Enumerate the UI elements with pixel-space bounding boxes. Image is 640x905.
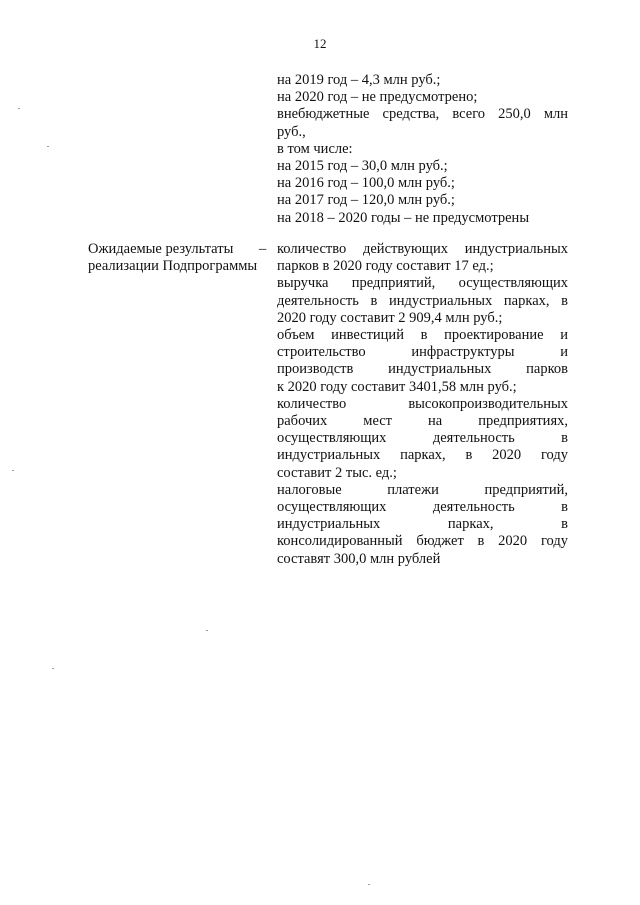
result-line: строительство инфраструктуры и bbox=[277, 344, 568, 361]
funding-line: на 2020 год – не предусмотрено; bbox=[277, 89, 478, 106]
result-line: производств индустриальных парков bbox=[277, 361, 568, 378]
funding-line: руб., bbox=[277, 123, 306, 140]
result-line: выручка предприятий, осуществляющих bbox=[277, 275, 568, 292]
result-line: рабочих мест на предприятиях, bbox=[277, 413, 568, 430]
scan-speck bbox=[47, 146, 49, 147]
result-line: объем инвестиций в проектирование и bbox=[277, 327, 568, 344]
page-number: 12 bbox=[313, 36, 327, 51]
funding-line: в том числе: bbox=[277, 140, 353, 157]
result-line: составят 300,0 млн рублей bbox=[277, 550, 441, 567]
result-line: составит 2 тыс. ед.; bbox=[277, 464, 397, 481]
scan-speck bbox=[368, 884, 370, 885]
result-item bbox=[277, 327, 568, 396]
result-line: количество высокопроизводительных bbox=[277, 395, 568, 412]
result-line: индустриальных парках, в bbox=[277, 516, 568, 533]
scan-speck bbox=[18, 108, 20, 109]
funding-line: на 2017 год – 120,0 млн руб.; bbox=[277, 192, 455, 209]
result-line: консолидированный бюджет в 2020 году bbox=[277, 533, 568, 550]
scan-speck bbox=[52, 668, 54, 669]
funding-continuation bbox=[277, 72, 568, 227]
funding-line: на 2015 год – 30,0 млн руб.; bbox=[277, 158, 448, 175]
result-line: осуществляющих деятельность в bbox=[277, 430, 568, 447]
result-line: деятельность в индустриальных парках, в bbox=[277, 292, 568, 309]
funding-line: на 2019 год – 4,3 млн руб.; bbox=[277, 72, 441, 88]
result-line: парков в 2020 году составит 17 ед.; bbox=[277, 258, 494, 275]
result-item bbox=[277, 241, 568, 275]
result-line: количество действующих индустриальных bbox=[277, 241, 568, 257]
result-line: 2020 году составит 2 909,4 млн руб.; bbox=[277, 309, 503, 326]
separator-dash: – bbox=[259, 241, 267, 257]
expected-results-list bbox=[277, 241, 568, 568]
label-line: реализации Подпрограммы bbox=[88, 258, 258, 275]
result-item bbox=[277, 482, 568, 568]
scan-speck bbox=[12, 470, 14, 471]
funding-line: внебюджетные средства, всего 250,0 млн bbox=[277, 106, 568, 123]
scan-speck bbox=[206, 630, 208, 631]
result-line: индустриальных парках, в 2020 году bbox=[277, 447, 568, 464]
result-line: осуществляющих деятельность в bbox=[277, 499, 568, 516]
funding-line: на 2018 – 2020 годы – не предусмотрены bbox=[277, 209, 530, 226]
expected-results-label bbox=[88, 241, 258, 275]
result-item bbox=[277, 396, 568, 482]
funding-line: на 2016 год – 100,0 млн руб.; bbox=[277, 175, 455, 192]
label-line: Ожидаемые результаты bbox=[88, 241, 234, 257]
result-line: налоговые платежи предприятий, bbox=[277, 481, 568, 498]
result-line: к 2020 году составит 3401,58 млн руб.; bbox=[277, 378, 517, 395]
result-item bbox=[277, 275, 568, 327]
